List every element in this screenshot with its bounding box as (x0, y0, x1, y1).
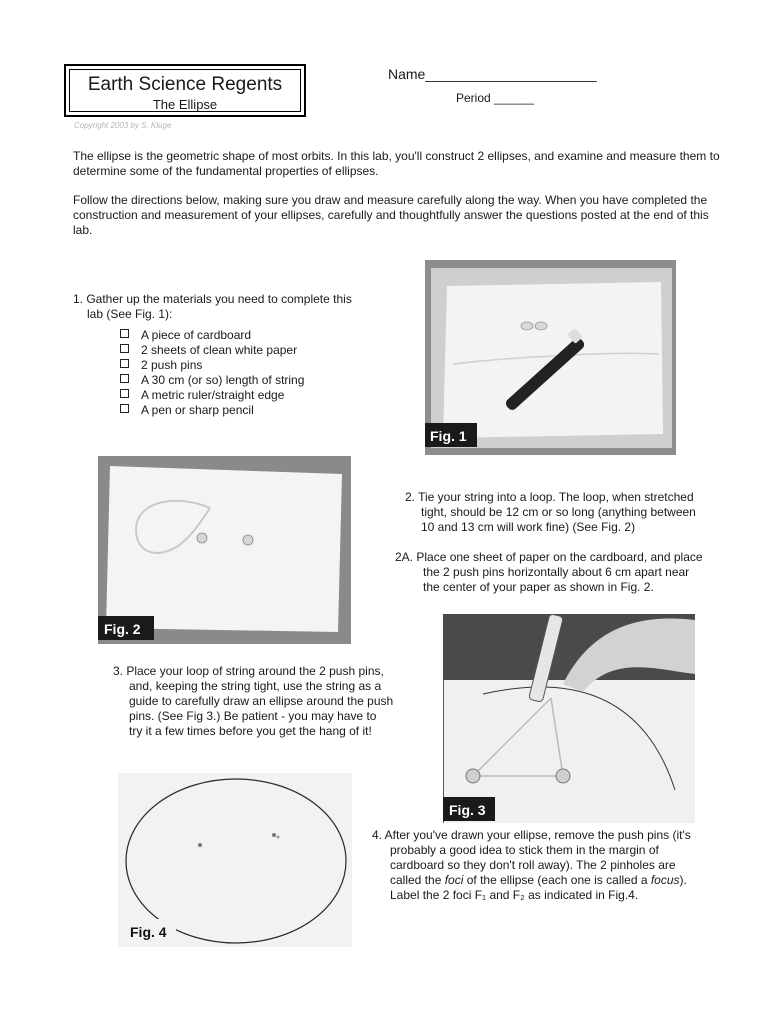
figure-1-label: Fig. 1 (430, 428, 467, 444)
material-item[interactable] (120, 403, 304, 418)
step-2-line: tight, should be 12 cm or so long (anything between (421, 505, 696, 519)
checkbox-icon[interactable] (120, 359, 129, 368)
figure-1-photo (425, 260, 676, 455)
step-4-text-fragment: ). (679, 873, 687, 887)
figure-2-photo (98, 456, 351, 644)
material-item[interactable] (120, 373, 304, 388)
material-label: 2 sheets of clean white paper (141, 343, 298, 357)
material-item[interactable] (120, 343, 304, 358)
step-2a-line: the 2 push pins horizontally about 6 cm apart near (423, 565, 690, 579)
step-2-line: 2. Tie your string into a loop. The loop, when stretched (405, 490, 694, 504)
step-1-line: lab (See Fig. 1): (87, 307, 173, 321)
materials-photo-illustration (425, 260, 676, 455)
intro-paragraph-1: The ellipse is the geometric shape of most orbits. In this lab, you'll construct 2 ellipses, and examine and measure them to determine some of the fundamental properties of ellipses. (73, 149, 720, 178)
checkbox-icon[interactable] (120, 374, 129, 383)
step-2a-line: 2A. Place one sheet of paper on the cardboard, and place (395, 550, 703, 564)
step-3-text (113, 664, 393, 739)
foci-term: foci (444, 873, 464, 887)
title-box (64, 64, 306, 117)
material-label: 2 push pins (141, 358, 203, 372)
material-item[interactable] (120, 358, 304, 373)
copyright-notice: Copyright 2003 by S. Kluge (74, 121, 172, 130)
name-field[interactable]: Name______________________ (388, 66, 597, 82)
string-loop-photo-illustration (98, 456, 351, 644)
figure-3-label: Fig. 3 (449, 802, 486, 818)
period-field[interactable]: Period ______ (456, 91, 535, 105)
step-4-text-fragment: of the ellipse (each one is called a (463, 873, 651, 887)
checkbox-icon[interactable] (120, 344, 129, 353)
checkbox-icon[interactable] (120, 329, 129, 338)
step-3-line: 3. Place your loop of string around the 2 push pins, (113, 664, 384, 678)
intro-paragraph-2: Follow the directions below, making sure you draw and measure carefully along the way. When you have completed the construction and measurement of your ellipses, carefully and thoughtfully answer the questions posted at the end of this lab. (73, 193, 709, 237)
step-1-text (73, 292, 352, 322)
title-inner-border (69, 69, 301, 112)
materials-checklist (120, 328, 304, 418)
checkbox-icon[interactable] (120, 404, 129, 413)
step-4-text-fragment: called the (390, 873, 445, 887)
material-label: A metric ruler/straight edge (141, 388, 285, 402)
step-2-text (405, 490, 696, 535)
material-item[interactable] (120, 328, 304, 343)
material-label: A piece of cardboard (141, 328, 252, 342)
step-4-line: probably a good idea to stick them in the margin of (390, 843, 659, 857)
step-4-line (372, 873, 691, 888)
material-item[interactable] (120, 388, 304, 403)
page-subtitle: The Ellipse (152, 97, 218, 112)
figure-2-label: Fig. 2 (104, 621, 141, 637)
page-title: Earth Science Regents (87, 74, 283, 95)
step-4-line: Label the 2 foci F₁ and F₂ as indicated in Fig.4. (390, 888, 639, 902)
step-3-line: guide to carefully draw an ellipse around the push (129, 694, 394, 708)
step-4-text (372, 828, 691, 903)
step-3-line: pins. (See Fig 3.) Be patient - you may have to (129, 709, 377, 723)
figure-3-photo (443, 614, 695, 823)
step-3-line: and, keeping the string tight, use the string as a (129, 679, 382, 693)
focus-term: focus (650, 873, 680, 887)
figure-4-photo (118, 773, 352, 947)
step-3-line: try it a few times before you get the hang of it! (129, 724, 372, 738)
step-1-line: 1. Gather up the materials you need to complete this (73, 292, 352, 306)
step-4-line: cardboard so they don't roll away). The 2 pinholes are (390, 858, 676, 872)
step-2a-text (395, 550, 703, 595)
step-4-line: 4. After you've drawn your ellipse, remove the push pins (it's (372, 828, 691, 842)
checkbox-icon[interactable] (120, 389, 129, 398)
step-2-line: 10 and 13 cm will work fine) (See Fig. 2) (421, 520, 636, 534)
step-2a-line: the center of your paper as shown in Fig. 2. (423, 580, 654, 594)
material-label: A 30 cm (or so) length of string (141, 373, 305, 387)
figure-4-label: Fig. 4 (130, 924, 167, 940)
drawing-ellipse-photo-illustration (443, 614, 695, 823)
drawn-ellipse-photo-illustration (118, 773, 352, 947)
material-label: A pen or sharp pencil (141, 403, 254, 417)
